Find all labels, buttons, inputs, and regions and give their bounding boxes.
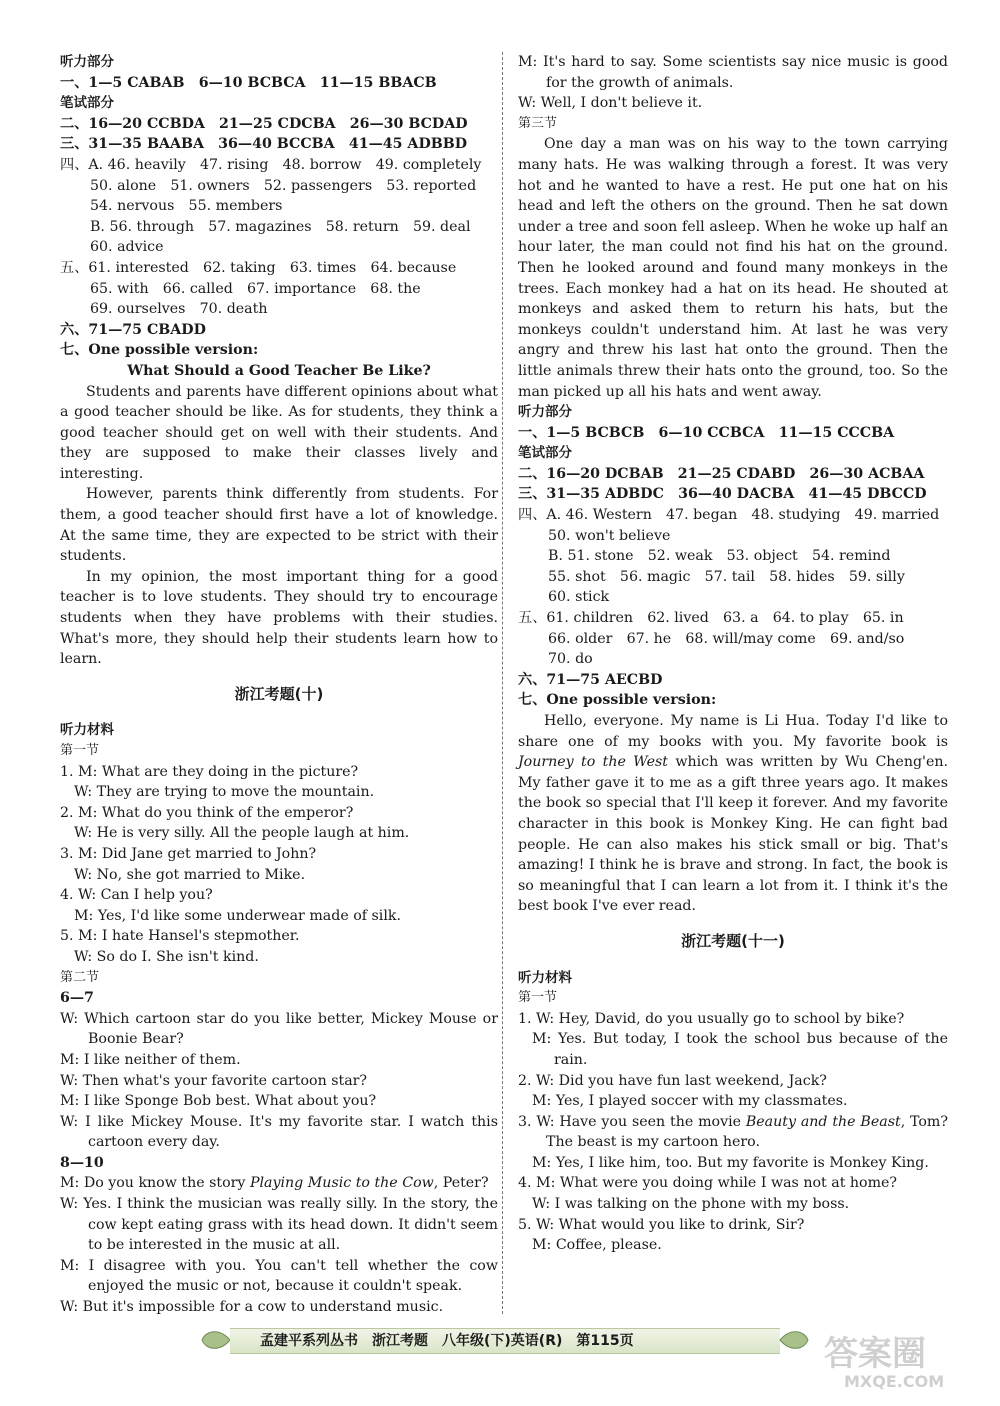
answers-part-7: 七、One possible version: (518, 692, 717, 709)
dialogue-line (518, 1112, 948, 1153)
answers-part-6: 六、71—75 AECBD (518, 671, 663, 688)
answers-part-4e: 60. stick (548, 589, 610, 606)
dialogue-line: W: I was talking on the phone with my boss. (532, 1196, 850, 1213)
answers-part-4b: 50. won't believe (548, 527, 671, 544)
exam-11-title: 浙江考题(十一) (681, 931, 785, 950)
answers-part-4e: 60. advice (90, 239, 164, 256)
conversation-line: W: Which cartoon star do you like better, Mickey Mouse or Boonie Bear? (60, 1010, 498, 1048)
answers-part-1: 一、1—5 CABAB 6—10 BCBCA 11—15 BBACB (60, 74, 437, 91)
answers-part-4d: B. 56. through 57. magazines 58. return 59. deal (90, 218, 471, 235)
dialogue-line: 2. M: What do you think of the emperor? (60, 804, 354, 821)
conversation-line: M: It's hard to say. Some scientists say nice music is good for the growth of animals. (518, 54, 948, 91)
dialogue-line: M: Coffee, please. (532, 1237, 662, 1254)
writing-heading: 笔试部分 (518, 445, 572, 462)
line-text: 3. W: Have you seen the movie (518, 1113, 746, 1130)
dialogue-line: 1. W: Hey, David, do you usually go to school by bike? (518, 1010, 905, 1027)
dialogue-line: W: No, she got married to Mike. (74, 866, 306, 883)
essay-title: What Should a Good Teacher Be Like? (127, 362, 431, 379)
listening-heading: 听力部分 (60, 54, 114, 70)
conversation-line: W: I like Mickey Mouse. It's my favorite star. I watch this cartoon every day. (60, 1113, 498, 1151)
conversation-line: W: Yes. I think the musician was really silly. In the story, the cow kept eating grass with its head down. It didn't seem to be interested in the music at all. (60, 1196, 498, 1254)
question-range-6-7: 6—7 (60, 990, 94, 1007)
section-1-heading: 第一节 (60, 743, 100, 758)
dialogue-line: 3. M: Did Jane get married to John? (60, 845, 317, 862)
conversation-line: M: I like neither of them. (60, 1051, 241, 1068)
dialogue-line: 4. M: What were you doing while I was not at home? (518, 1175, 898, 1192)
answers-part-4d: 55. shot 56. magic 57. tail 58. hides 59. silly (548, 568, 905, 585)
answers-part-2: 二、16—20 DCBAB 21—25 CDABD 26—30 ACBAA (518, 465, 925, 482)
answers-part-4a: 四、A. 46. heavily 47. rising 48. borrow 49. completely (60, 156, 482, 173)
book-title: Journey to the West (518, 754, 668, 771)
essay-paragraph (518, 711, 948, 917)
movie-title: Beauty and the Beast (745, 1113, 901, 1130)
section-2-heading: 第二节 (60, 969, 100, 985)
essay-text: which was written by Wu Cheng'en. My father gave it to me as a gift three years ago. It makes the book so special that I'll keep it forever. And my favorite character in this book is Monkey King. He can fight bad people. He can also makes his stick small or big. That's amazing! I think he is brave and strong. In fact, the book is so meaningful that I can learn a lot from it. I think it's the best book I've ever read. (518, 754, 948, 915)
listening-materials-heading: 听力材料 (60, 722, 114, 739)
line-text: M: Do you know the story (60, 1175, 250, 1192)
dialogue-line: 5. M: I hate Hansel's stepmother. (60, 928, 300, 945)
dialogue-line: 2. W: Did you have fun last weekend, Jack? (518, 1072, 827, 1089)
answers-part-2: 二、16—20 CCBDA 21—25 CDCBA 26—30 BCDAD (60, 115, 468, 132)
conversation-line: W: Then what's your favorite cartoon star? (60, 1072, 368, 1089)
answers-part-4c: B. 51. stone 52. weak 53. object 54. remind (548, 548, 891, 565)
answers-part-5c: 70. do (548, 651, 593, 668)
conversation-line: W: But it's impossible for a cow to understand music. (60, 1299, 444, 1316)
dialogue-line: 5. W: What would you like to drink, Sir? (518, 1216, 805, 1233)
answers-part-3: 三、31—35 ADBDC 36—40 DACBA 41—45 DBCCD (518, 486, 927, 503)
watermark-logo (794, 1320, 994, 1400)
line-text: , Peter? (433, 1175, 489, 1192)
right-column (518, 52, 948, 1256)
answers-part-5c: 69. ourselves 70. death (90, 301, 268, 318)
left-column (60, 52, 498, 1318)
conversation-line: M: I disagree with you. You can't tell whether the cow enjoyed the music or not, because it couldn't speak. (60, 1257, 498, 1295)
conversation-line: M: I like Sponge Bob best. What about you? (60, 1093, 377, 1110)
answers-part-4b: 50. alone 51. owners 52. passengers 53. reported (90, 177, 477, 194)
answers-part-7: 七、One possible version: (60, 342, 259, 359)
left-leaf-icon (200, 1324, 232, 1356)
answers-part-4a: 四、A. 46. Western 47. began 48. studying 49. married (518, 507, 940, 524)
answers-part-3: 三、31—35 BAABA 36—40 BCCBA 41—45 ADBBD (60, 136, 468, 153)
essay-paragraph-1: Students and parents have different opinions about what a good teacher should be like. As for students, they think a good teacher should get on well with their students. And they are supposed to make their classes lively and interesting. (60, 383, 498, 482)
answers-part-5b: 66. older 67. he 68. will/may come 69. and/so (548, 630, 905, 647)
dialogue-line: M: Yes, I like him, too. But my favorite is Monkey King. (532, 1154, 929, 1171)
story-passage: One day a man was on his way to the town carrying many hats. He was walking through a forest. It was very hot and he wanted to have a rest. He put one hat on his head and left the others on the ground. Then he sat down under a tree and soon fell asleep. When he woke up half an hour later, the man could not find his hat on the ground. Then he looked around and found many monkeys in the trees. Each monkey had a hat on its head. He shouted at monkeys and asked them to return his hats, but the monkeys couldn't understand him. At last he was very angry and threw his last hat onto the ground. Then the little animals threw their hats onto the ground, too. So the man picked up all his hats and went away. (518, 136, 948, 400)
section-3-heading: 第三节 (518, 115, 558, 131)
exam-10-title: 浙江考题(十) (234, 684, 324, 703)
answers-part-6: 六、71—75 CBADD (60, 321, 206, 338)
writing-heading: 笔试部分 (60, 95, 114, 112)
listening-heading: 听力部分 (518, 404, 572, 421)
column-divider (502, 52, 503, 1314)
essay-text: Hello, everyone. My name is Li Hua. Today I'd like to share one of my books with you. My favorite book is (518, 713, 948, 750)
answers-part-5a: 五、61. interested 62. taking 63. times 64. because (60, 259, 457, 276)
listening-materials-heading: 听力材料 (518, 969, 572, 986)
section-1-heading: 第一节 (518, 990, 558, 1006)
essay-paragraph-3: In my opinion, the most important thing for a good teacher is to love students. They should try to encourage students when they have problems with their studies. What's more, they should help their students learn how to learn. (60, 568, 498, 668)
answers-part-4c: 54. nervous 55. members (90, 198, 283, 215)
answers-part-5a: 五、61. children 62. lived 63. a 64. to play 65. in (518, 610, 904, 627)
answers-part-5b: 65. with 66. called 67. importance 68. the (90, 280, 421, 297)
conversation-line (60, 1173, 498, 1194)
question-range-8-10: 8—10 (60, 1154, 104, 1171)
page-footer (200, 1318, 810, 1358)
dialogue-line: W: They are trying to move the mountain. (74, 784, 375, 801)
answers-part-1: 一、1—5 BCBCB 6—10 CCBCA 11—15 CCCBA (518, 424, 895, 441)
dialogue-line: 4. W: Can I help you? (60, 887, 213, 904)
conversation-line: W: Well, I don't believe it. (518, 95, 703, 112)
watermark-site: MXQE.COM (844, 1372, 945, 1391)
story-title: Playing Music to the Cow (249, 1175, 434, 1192)
dialogue-line: W: So do I. She isn't kind. (74, 948, 259, 965)
dialogue-line: M: Yes, I played soccer with my classmates. (532, 1093, 848, 1110)
dialogue-line: M: Yes. But today, I took the school bus because of the rain. (532, 1031, 948, 1068)
dialogue-line: 1. M: What are they doing in the picture? (60, 763, 359, 780)
dialogue-line: W: He is very silly. All the people laugh at him. (74, 825, 410, 842)
dialogue-line: M: Yes, I'd like some underwear made of silk. (74, 907, 401, 924)
footer-text: 孟建平系列丛书 浙江考题 八年级(下)英语(R) 第115页 (260, 1333, 634, 1349)
watermark-text: 答案圈 (824, 1334, 926, 1374)
line-text: , Tom? The beast is my cartoon hero. (546, 1113, 948, 1151)
essay-paragraph-2: However, parents think differently from students. For them, a good teacher should first have a lot of knowledge. At the same time, they are expected to be strict with their students. (60, 486, 498, 565)
